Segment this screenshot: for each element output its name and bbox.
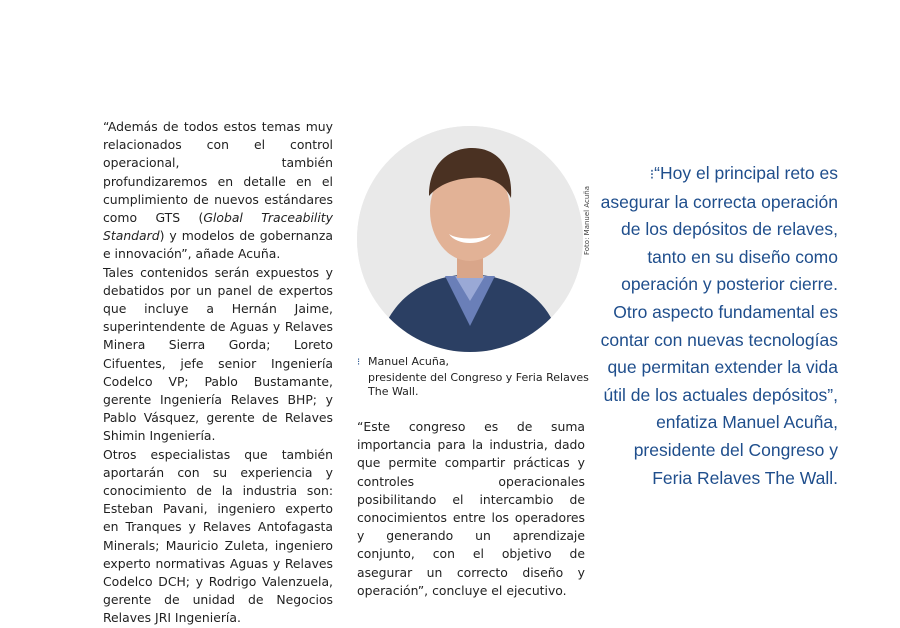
portrait-photo <box>357 126 583 352</box>
paragraph-text: “Además de todos estos temas muy relacionados con el control operacional, también profundizaremos en detalle en el cumplimiento de nuevos estándares como GTS ( <box>103 119 333 226</box>
caption-line-name <box>357 355 597 371</box>
caption-role: presidente del Congreso y Feria Relaves <box>368 370 589 384</box>
paragraph-text: ) y modelos de gobernanza e innovación”, añade Acuña. <box>103 228 333 262</box>
photo-credit: Foto: Manuel Acuña <box>583 185 591 255</box>
dot-triangle-icon: ⁝ <box>357 357 361 368</box>
paragraph-quote-acuna <box>103 118 333 264</box>
pull-quote <box>600 160 838 492</box>
caption-role-end: The Wall. <box>368 385 419 398</box>
article-column-left <box>103 118 333 628</box>
paragraph-other-specialists: Otros especialistas que también aportarán con su experiencia y conocimiento de la industria son: Esteban Pavani, ingeniero experto en Tranques y Relaves Antofagasta Minerals; Mauricio Zuleta, ingeniero experto normativas Aguas y Relaves Codelco DCH; y Rodrigo Valenzuela, gerente de unidad de Negocios Relaves JRI Ingeniería. <box>103 446 333 626</box>
portrait-illustration <box>357 126 583 352</box>
paragraph-conclusion: “Este congreso es de suma importancia para la industria, dado que permite compartir prácticas y controles operacionales posibilitando el intercambio de conocimientos entre los operadores y generando un aprendizaje conjunto, con el objetivo de asegurar un correcto diseño y operación”, concluye el ejecutivo. <box>357 419 585 598</box>
photo-caption <box>357 355 597 400</box>
pull-quote-text: “Hoy el principal reto es asegurar la correcta operación de los depósitos de relaves, tanto en su diseño como operación y posterior cierre. Otro aspecto fundamental es contar con nuevas tecnologías que permitan extender la vida útil de los actuales depósitos”, enfatiza Manuel Acuña, presidente del Congreso y Feria Relaves The Wall. <box>600 163 838 488</box>
dot-triangle-icon: ⁝ <box>649 166 655 182</box>
article-column-middle <box>357 418 585 600</box>
caption-name: Manuel Acuña, <box>368 355 450 368</box>
italic-term: Global Traceability Standard <box>103 210 333 244</box>
paragraph-panel-experts: Tales contenidos serán expuestos y debatidos por un panel de expertos que incluye a Hernán Jaime, superintendente de Aguas y Relaves Minera Sierra Gorda; Loreto Cifuentes, jefe senior Ingeniería Codelco VP; Pablo Bustamante, gerente Ingeniería Relaves BHP; y Pablo Vásquez, gerente de Relaves Shimin Ingeniería. <box>103 264 333 444</box>
